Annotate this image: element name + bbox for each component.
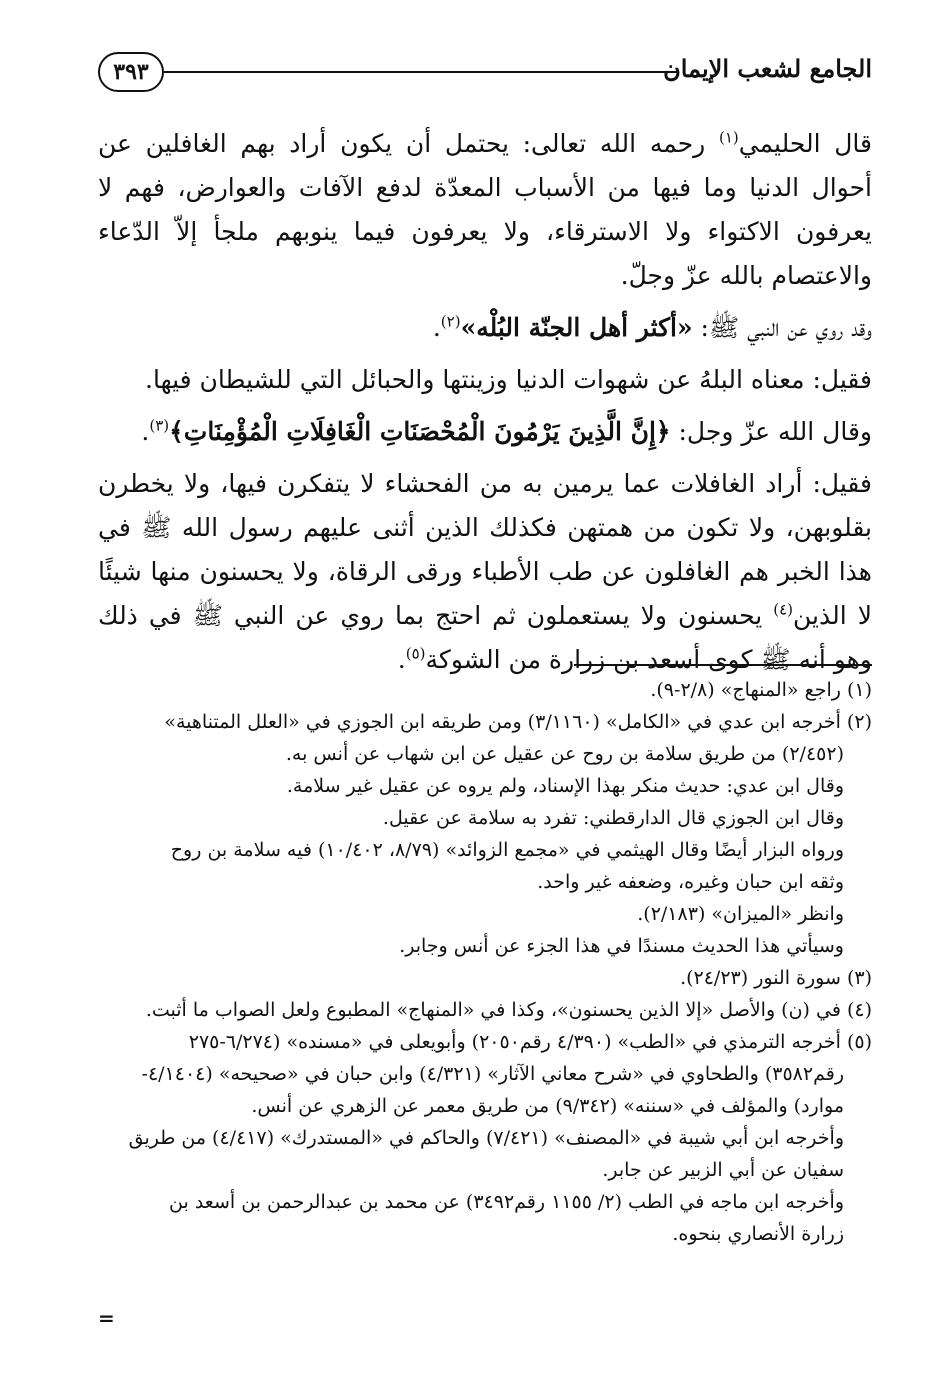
quran-verse: ﴿إِنَّ الَّذِينَ يَرْمُونَ الْمُحْصَنَاتِ الْغَافِلَاتِ الْمُؤْمِنَاتِ﴾: [169, 417, 671, 446]
footnote-line: وأخرجه ابن ماجه في الطب (٢/ ١١٥٥ رقم٣٤٩٢) عن محمد بن عبدالرحمن بن أسعد بن: [169, 1191, 844, 1213]
text-run: .: [432, 313, 441, 342]
footnote-line: (١) راجع «المنهاج» (٢/٨-٩).: [650, 679, 872, 701]
main-paragraph: [98, 358, 872, 402]
main-paragraph: [98, 462, 872, 682]
footnote-line: سفيان عن أبي الزبير عن جابر.: [602, 1159, 844, 1181]
footnote-1: [98, 674, 872, 706]
footnote-line: موارد) والمؤلف في «سننه» (٩/٣٤٢) من طريق معمر عن الزهري عن أنس.: [251, 1095, 844, 1117]
footnote-line: رقم٣٥٨٢) والطحاوي في «شرح معاني الآثار» (٤/٣٢١) وابن حبان في «صحيحه» (٤/١٤٠٤-: [141, 1063, 844, 1085]
book-title: الجامع لشعب الإيمان: [663, 54, 872, 83]
footnote-line: وقال ابن عدي: حديث منكر بهذا الإسناد، ولم يروه عن عقيل غير سلامة.: [286, 775, 844, 797]
footnote-line: (٤) في (ن) والأصل «إلا الذين يحسنون»، وكذا في «المنهاج» المطبوع ولعل الصواب ما أثبت.: [145, 999, 872, 1021]
footnote-2: [98, 706, 872, 962]
hadith-quote: «أكثر أهل الجنّة البُلْه»: [460, 313, 693, 342]
page-header: [98, 48, 872, 96]
footnote-ref: (١): [718, 128, 739, 147]
footnote-ref: (٤): [773, 600, 794, 619]
footnotes: [98, 674, 872, 1250]
footnote-line: وثقه ابن حبان وغيره، وضعفه غير واحد.: [537, 871, 844, 893]
text-run: قال الحليمي: [738, 129, 873, 158]
footnote-line: (٢) أخرجه ابن عدي في «الكامل» (٣/١١٦٠) ومن طريقه ابن الجوزي في «العلل المتناهية»: [164, 711, 872, 733]
footnote-line: وأخرجه ابن أبي شيبة في «المصنف» (٧/٤٢١) والحاكم في «المستدرك» (٤/٤١٧) من طريق: [128, 1127, 844, 1149]
footnote-line: ورواه البزار أيضًا وقال الهيثمي في «مجمع الزوائد» (٨/٧٩، ١٠/٤٠٢) فيه سلامة بن روح: [170, 839, 844, 861]
text-run: فقيل: معناه البلهُ عن شهوات الدنيا وزينتها والحبائل التي للشيطان فيها.: [145, 365, 872, 394]
footnote-5: [98, 1026, 872, 1250]
text-run: .: [141, 417, 150, 446]
main-paragraph: [98, 122, 872, 298]
footnote-line: وقال ابن الجوزي قال الدارقطني: تفرد به سلامة عن عقيل.: [382, 807, 844, 829]
text-run: وقد روي عن النبي ﷺ:: [692, 313, 872, 342]
footnote-line: (٥) أخرجه الترمذي في «الطب» (٤/٣٩٠ رقم٢٠٥٠) وأبويعلى في «مسنده» (٦/٢٧٤-٢٧٥: [188, 1031, 872, 1053]
footnote-3: [98, 962, 872, 994]
text-run: يحسنون ولا يستعملون ثم احتج بما روي عن النبي ﷺ في ذلك وهو أنه ﷺ كوى أسعد بن زرارة من الشوكة: [98, 601, 872, 674]
header-rule: [164, 71, 677, 73]
footnote-4: [98, 994, 872, 1026]
main-paragraph: [98, 410, 872, 454]
footnote-divider: [574, 664, 872, 666]
text-run: رحمه الله تعالى: يحتمل أن يكون أراد بهم الغافلين عن أحوال الدنيا وما فيها من الأسباب المعدّة لدفع الآفات والعوارض، فهم لا يعرفون الاكتواء ولا الاسترقاء، ولا يعرفون فيما ينوبهم ملجأ إلاّ الدّعاء والاعتصام بالله عزّ وجلّ.: [98, 129, 872, 290]
footnote-line: (٢/٤٥٢) من طريق سلامة بن روح عن عقيل عن ابن شهاب عن أنس به.: [285, 743, 844, 765]
footnote-ref: (٢): [440, 312, 461, 331]
footnote-ref: (٥): [405, 644, 426, 663]
text-run: وقال الله عزّ وجل:: [670, 417, 872, 446]
footnote-line: (٣) سورة النور (٢٤/٢٣).: [680, 967, 872, 989]
footnote-ref: (٣): [149, 416, 170, 435]
footnote-line: وسيأتي هذا الحديث مسندًا في هذا الجزء عن أنس وجابر.: [399, 935, 844, 957]
main-paragraph: [98, 306, 872, 350]
footnote-line: زرارة الأنصاري بنحوه.: [672, 1223, 844, 1245]
page-number: ٣٩٣: [98, 52, 164, 92]
text-run: .: [397, 645, 406, 674]
text-run: فقيل: أراد الغافلات عما يرمين به من الفحشاء لا يتفكرن فيها، ولا يخطرن بقلوبهن، ولا تكون من همتهن فكذلك الذين أثنى عليهم رسول الله ﷺ في هذا الخبر هم الغافلون عن طب الأطباء ورقى الرقاة، ولا يحسنون منها شيئًا لا الذين: [98, 469, 872, 630]
continuation-mark: =: [98, 1306, 115, 1330]
footnote-line: وانظر «الميزان» (٢/١٨٣).: [637, 903, 844, 925]
main-text: [98, 122, 872, 690]
